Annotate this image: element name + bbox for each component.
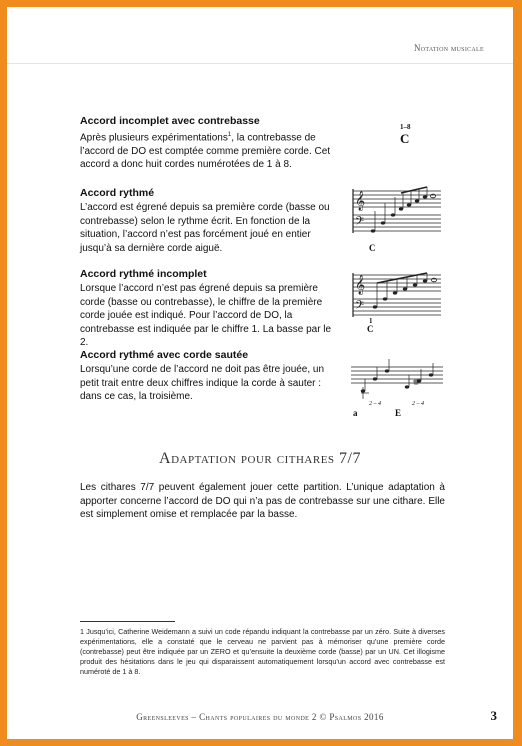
svg-text:𝄞: 𝄞 — [355, 191, 366, 211]
chord-label-e: E — [395, 408, 402, 418]
section-text-skipped-string: Lorsqu’une corde de l’accord ne doit pas être jouée, un petit trait entre deux chiffres indique la corde à sauter : dans ce cas, la troisième. — [80, 364, 325, 402]
rhythmic-chord-staff — [345, 185, 445, 245]
footnote: 1 Jusqu’ici, Catherine Weidemann a suivi un code répandu indiquant la contrebasse par un zéro. Suite à diverses expérimentations, elle a constaté que le cerveau ne parvient pas à mémoriser qu’une première corde (contrebasse) peut être indiquée par un ZERO et qu’ensuite la deuxième corde (basse) par un UN. Cet illogisme produit des hésitations dans le jeu qui disparaissent automatiquement lorsqu’un accord avec contrebasse est numéroté de 1 à 8. — [80, 627, 445, 676]
skipped-string-staff — [345, 351, 445, 405]
svg-text:𝄢: 𝄢 — [355, 215, 365, 231]
header-rule — [7, 63, 513, 64]
svg-text:𝄢: 𝄢 — [355, 299, 365, 315]
skip-mark-2: 2 – 4 — [412, 401, 424, 407]
footnote-rule — [80, 621, 175, 622]
skip-mark-1: 2 – 4 — [369, 401, 381, 407]
adaptation-paragraph: Les cithares 7/7 peuvent également jouer cette partition. L’unique adaptation à apporter concerne l’accord de DO qui n’a pas de contrebasse sur une cithare. Elle est simplement omise et remplacée par la basse. — [80, 482, 445, 520]
section-title-incomplete-rhythmic: Accord rythmé incomplet — [80, 268, 207, 280]
section-title-skipped-string: Accord rythmé avec corde sautée — [80, 349, 249, 361]
section-heading-adaptation: Adaptation pour cithares 7/7 — [159, 450, 361, 467]
chord-symbol-c-rhythmic: C — [369, 243, 376, 253]
section-text-rhythmic-chord: L’accord est égrené depuis sa première corde (basse ou contrebasse) selon le rythme écrit. En fonction de la situation, l’accord n’est pas forcément joué en entier jusqu’à sa dernière corde aiguë. — [80, 202, 330, 254]
chord-label-a: a — [353, 408, 358, 418]
chord-symbol-c: C — [400, 131, 410, 146]
page — [7, 7, 513, 739]
svg-text:𝄞: 𝄞 — [355, 275, 366, 295]
section-title-incomplete-chord: Accord incomplet avec contrebasse — [80, 115, 260, 127]
page-number: 3 — [490, 708, 497, 723]
running-footer: Greensleeves – Chants populaires du monde 2 © Psalmos 2016 — [136, 712, 384, 722]
chord-number-one: 1 — [369, 317, 373, 325]
section-text-incomplete-chord: Après plusieurs expérimentations$^1$, la contrebasse de l’accord de DO est comptée comme première corde. Cet accord a donc huit cordes numérotées de 1 à 8. — [80, 132, 331, 171]
running-header: Notation musicale — [413, 43, 484, 53]
section-title-rhythmic-chord: Accord rythmé — [80, 187, 155, 199]
incomplete-rhythmic-staff — [345, 269, 445, 321]
chord-numbers: 1–8 — [400, 123, 411, 131]
section-text-incomplete-rhythmic: Lorsque l’accord n’est pas égrené depuis sa première corde (basse ou contrebasse), le chiffre de la première corde jouée est indiqué. Pour l’accord de DO, la contrebasse est indiquée par le chiffre 1. La basse par le 2. — [80, 283, 332, 348]
chord-symbol-c-incomplete: C — [367, 324, 374, 334]
